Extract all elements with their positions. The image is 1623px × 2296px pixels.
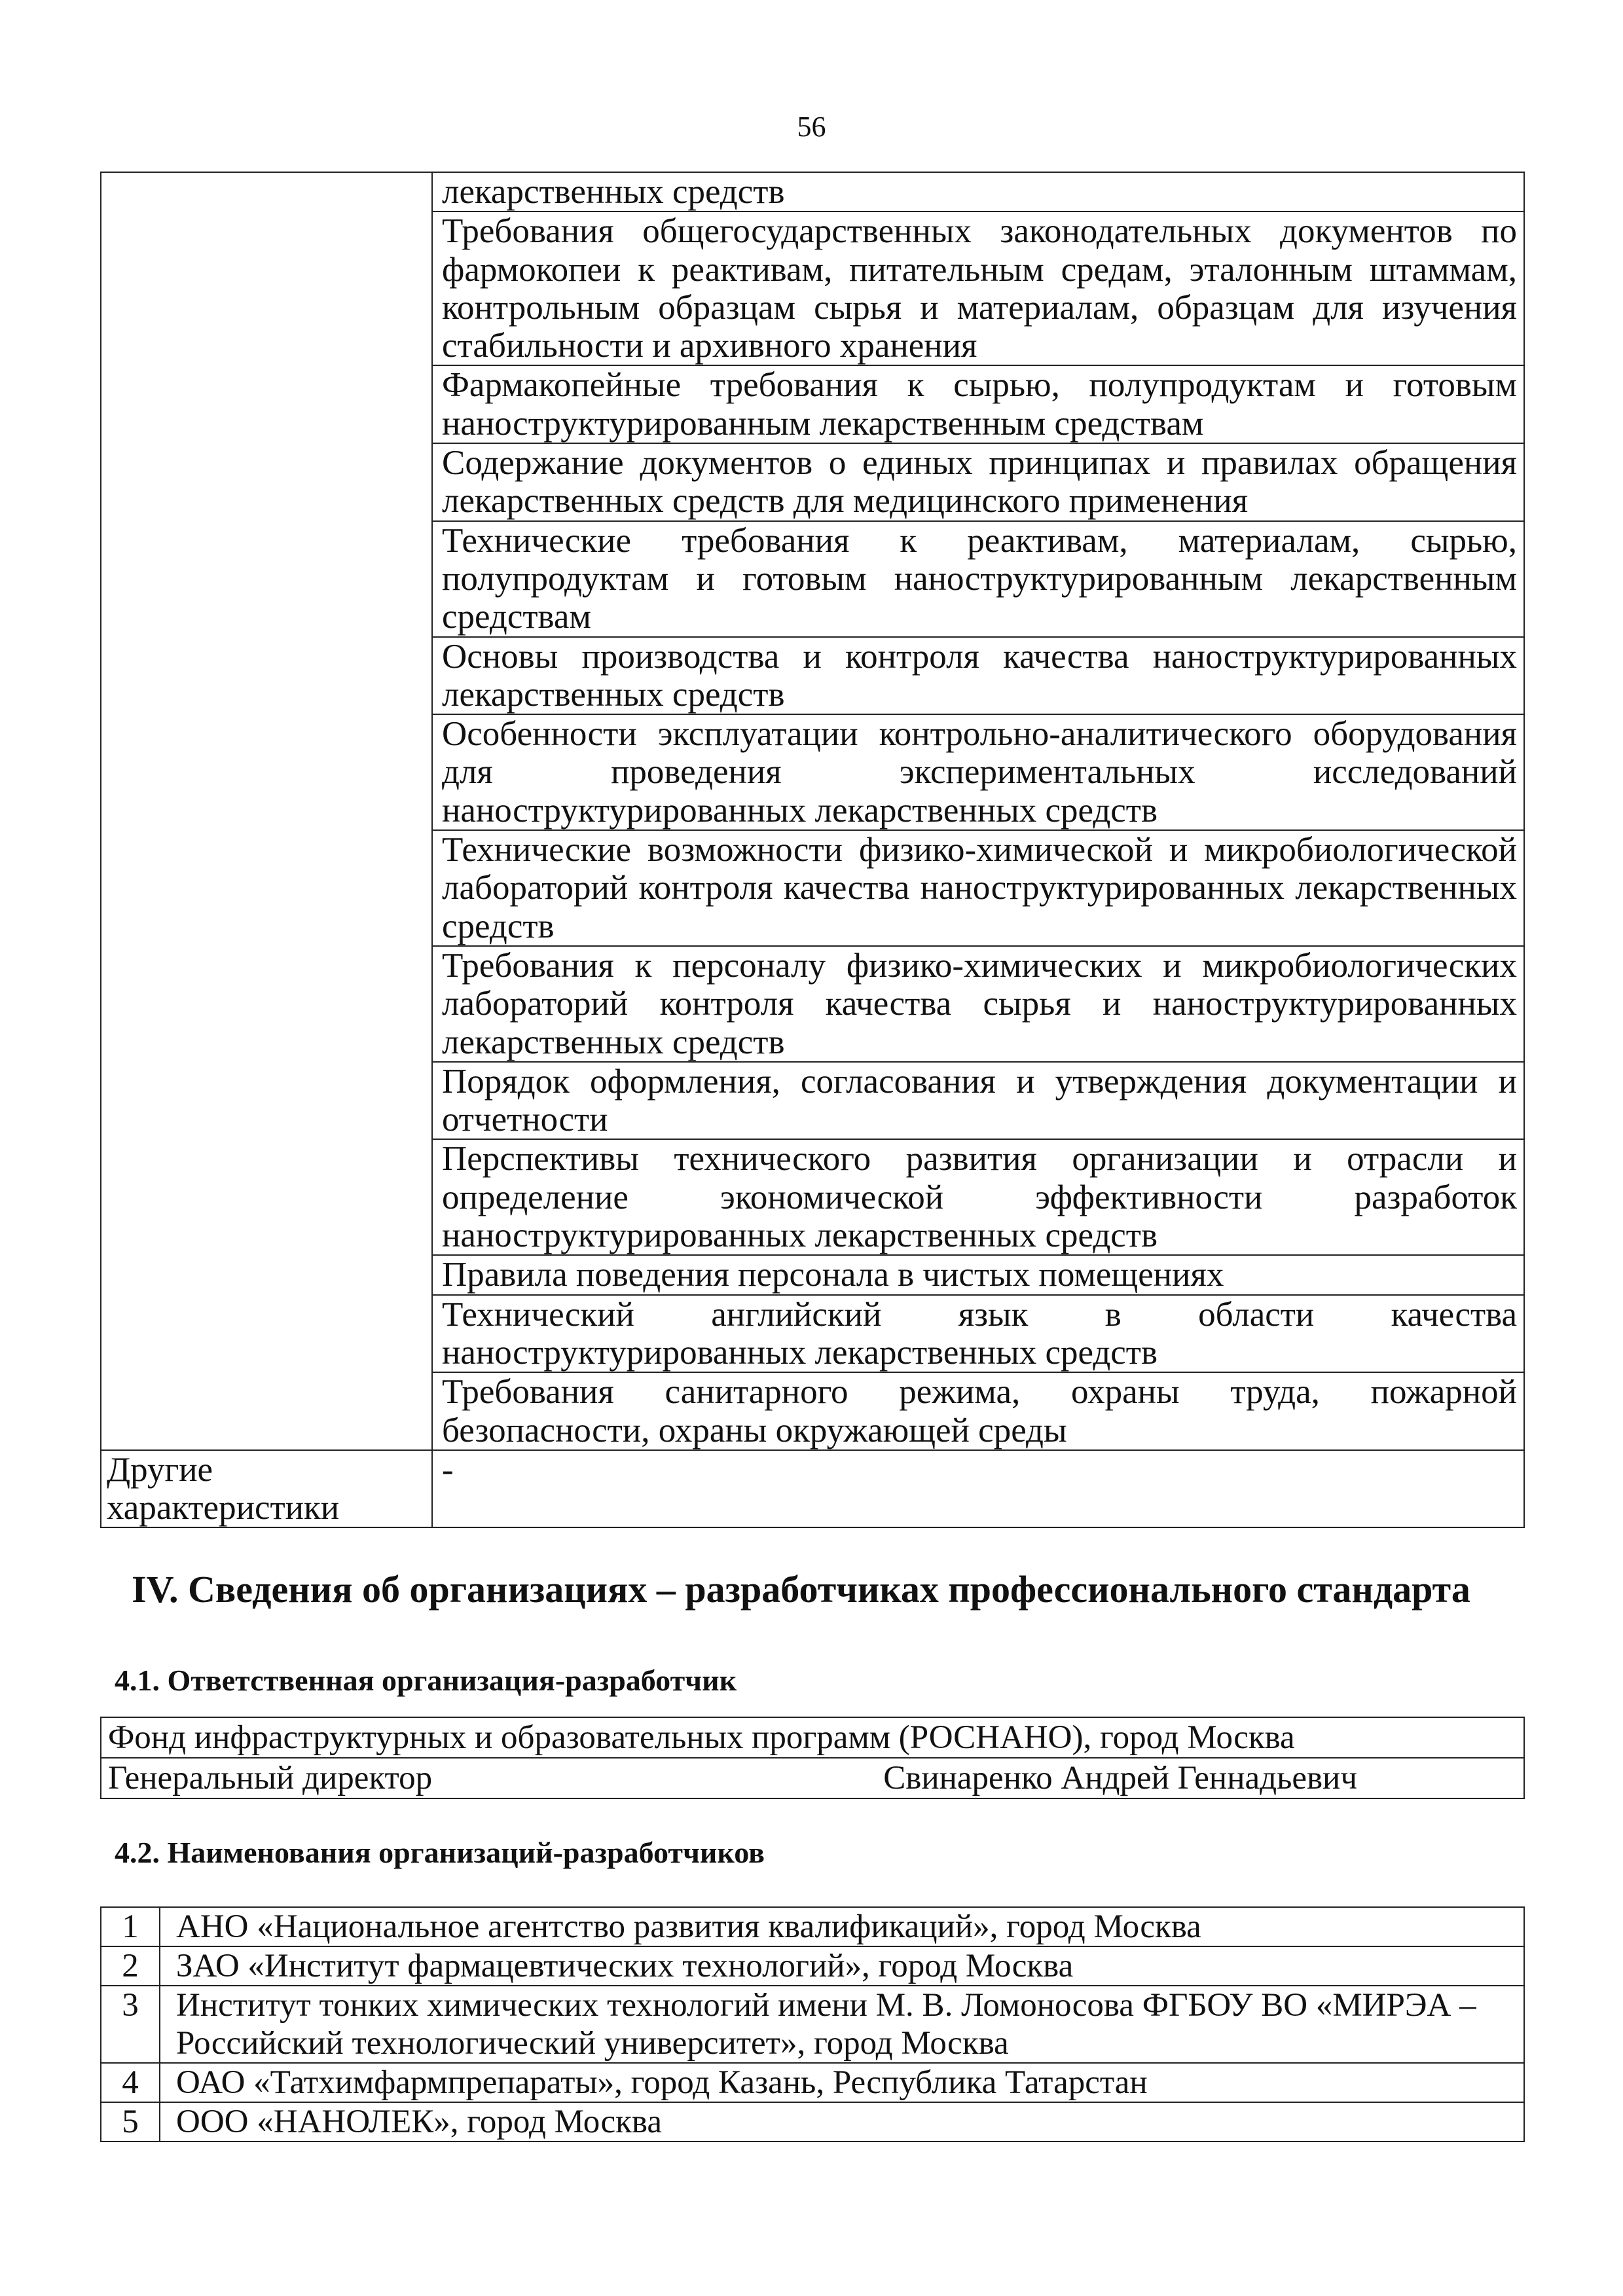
knowledge-item: Порядок оформления, согласования и утверждения документации и отчетности <box>432 1062 1524 1140</box>
empty-label-cell <box>101 172 432 1450</box>
knowledge-item: Особенности эксплуатации контрольно-аналитического оборудования для проведения экспериментальных исследований наноструктурированных лекарственных средств <box>432 714 1524 830</box>
developer-name: Институт тонких химических технологий имени М. В. Ломоносова ФГБОУ ВО «МИРЭА – Российский технологический университет», город Москва <box>160 1986 1524 2063</box>
table-row <box>101 1907 1524 1946</box>
table-row <box>101 1717 1524 1758</box>
other-characteristics-value: - <box>432 1450 1524 1528</box>
developers-table <box>100 1906 1525 2142</box>
developer-number: 3 <box>101 1986 160 2063</box>
developer-number: 4 <box>101 2063 160 2102</box>
table-row <box>101 1450 1524 1528</box>
developer-name: ООО «НАНОЛЕК», город Москва <box>160 2102 1524 2141</box>
knowledge-item: Требования общегосударственных законодательных документов по фармокопеи к реактивам, питательным средам, эталонным штаммам, контрольным образцам сырья и материалам, образцам для изучения стабильности и архивного хранения <box>432 211 1524 365</box>
table-row <box>101 1946 1524 1986</box>
table-row <box>101 1986 1524 2063</box>
table-row <box>101 172 1524 211</box>
knowledge-item: Требования санитарного режима, охраны труда, пожарной безопасности, охраны окружающей среды <box>432 1372 1524 1450</box>
knowledge-item: Основы производства и контроля качества наноструктурированных лекарственных средств <box>432 637 1524 715</box>
developer-number: 2 <box>101 1946 160 1986</box>
knowledge-item: Технические требования к реактивам, материалам, сырью, полупродуктам и готовым наноструктурированным лекарственным средствам <box>432 521 1524 637</box>
developer-number: 1 <box>101 1907 160 1946</box>
developer-name: ОАО «Татхимфармпрепараты», город Казань, Республика Татарстан <box>160 2063 1524 2102</box>
page-number: 56 <box>797 111 826 143</box>
knowledge-item: Требования к персоналу физико-химических и микробиологических лабораторий контроля качества сырья и наноструктурированных лекарственных средств <box>432 946 1524 1062</box>
signatory-name: Свинаренко Андрей Геннадьевич <box>883 1760 1357 1796</box>
org-name: Фонд инфраструктурных и образовательных программ (РОСНАНО), город Москва <box>101 1717 1524 1758</box>
required-knowledge-table <box>100 172 1525 1528</box>
other-characteristics-label: Другие характеристики <box>101 1450 432 1528</box>
developer-name: ЗАО «Институт фармацевтических технологий», город Москва <box>160 1946 1524 1986</box>
knowledge-item: Правила поведения персонала в чистых помещениях <box>432 1255 1524 1294</box>
table-row <box>101 1758 1524 1798</box>
developers-heading: 4.2. Наименования организаций-разработчиков <box>115 1836 765 1869</box>
developer-number: 5 <box>101 2102 160 2141</box>
table-row <box>101 2063 1524 2102</box>
knowledge-item: Технические возможности физико-химической и микробиологической лабораторий контроля качества наноструктурированных лекарственных средств <box>432 830 1524 946</box>
section-title: IV. Сведения об организациях – разработчиках профессионального стандарта <box>132 1568 1470 1611</box>
table-row <box>101 2102 1524 2141</box>
knowledge-item: лекарственных средств <box>432 172 1524 211</box>
responsible-org-table <box>100 1717 1525 1799</box>
org-signatory <box>101 1758 1524 1798</box>
knowledge-item: Перспективы технического развития организации и отрасли и определение экономической эффективности разработок наноструктурированных лекарственных средств <box>432 1139 1524 1255</box>
knowledge-item: Фармакопейные требования к сырью, полупродуктам и готовым наноструктурированным лекарственным средствам <box>432 365 1524 443</box>
knowledge-item: Технический английский язык в области качества наноструктурированных лекарственных средств <box>432 1295 1524 1373</box>
knowledge-item: Содержание документов о единых принципах и правилах обращения лекарственных средств для медицинского применения <box>432 443 1524 521</box>
developer-name: АНО «Национальное агентство развития квалификаций», город Москва <box>160 1907 1524 1946</box>
responsible-org-heading: 4.1. Ответственная организация-разработчик <box>115 1664 737 1697</box>
signatory-position: Генеральный директор <box>108 1760 433 1796</box>
